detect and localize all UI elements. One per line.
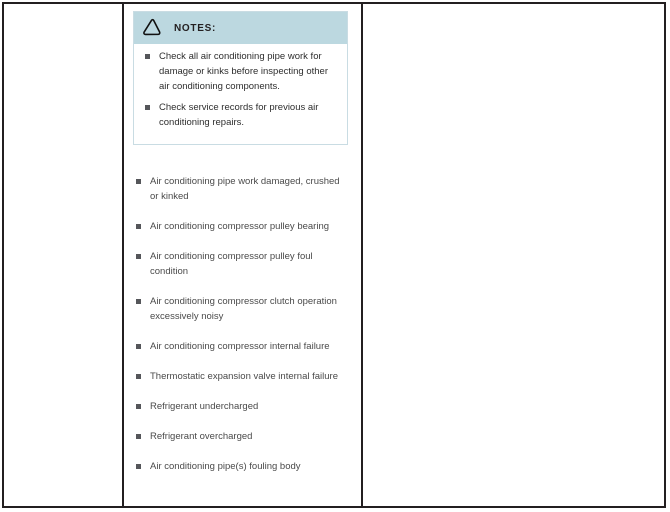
caution-triangle-icon [140, 17, 164, 39]
list-item: Thermostatic expansion valve internal failure [133, 369, 348, 384]
symptom-bullet-list [133, 174, 348, 474]
list-item: Refrigerant undercharged [133, 399, 348, 414]
list-item: Air conditioning pipe(s) fouling body [133, 459, 348, 474]
notes-bullet-list [142, 49, 339, 130]
list-item: Air conditioning pipe work damaged, crushed or kinked [133, 174, 348, 204]
symptom-list [133, 174, 348, 489]
table-column-right [363, 4, 664, 506]
notes-header [134, 12, 347, 44]
list-item: Check service records for previous air conditioning repairs. [142, 100, 339, 130]
table-column-left [4, 4, 124, 506]
notes-callout [133, 11, 348, 145]
list-item: Air conditioning compressor pulley foul condition [133, 249, 348, 279]
notes-title: NOTES: [174, 22, 216, 34]
diagnostic-table [2, 2, 666, 508]
list-item: Check all air conditioning pipe work for damage or kinks before inspecting other air conditioning components. [142, 49, 339, 94]
table-column-middle [124, 4, 363, 506]
list-item: Air conditioning compressor internal failure [133, 339, 348, 354]
notes-body [134, 44, 347, 144]
list-item: Air conditioning compressor clutch operation excessively noisy [133, 294, 348, 324]
list-item: Refrigerant overcharged [133, 429, 348, 444]
list-item: Air conditioning compressor pulley bearing [133, 219, 348, 234]
